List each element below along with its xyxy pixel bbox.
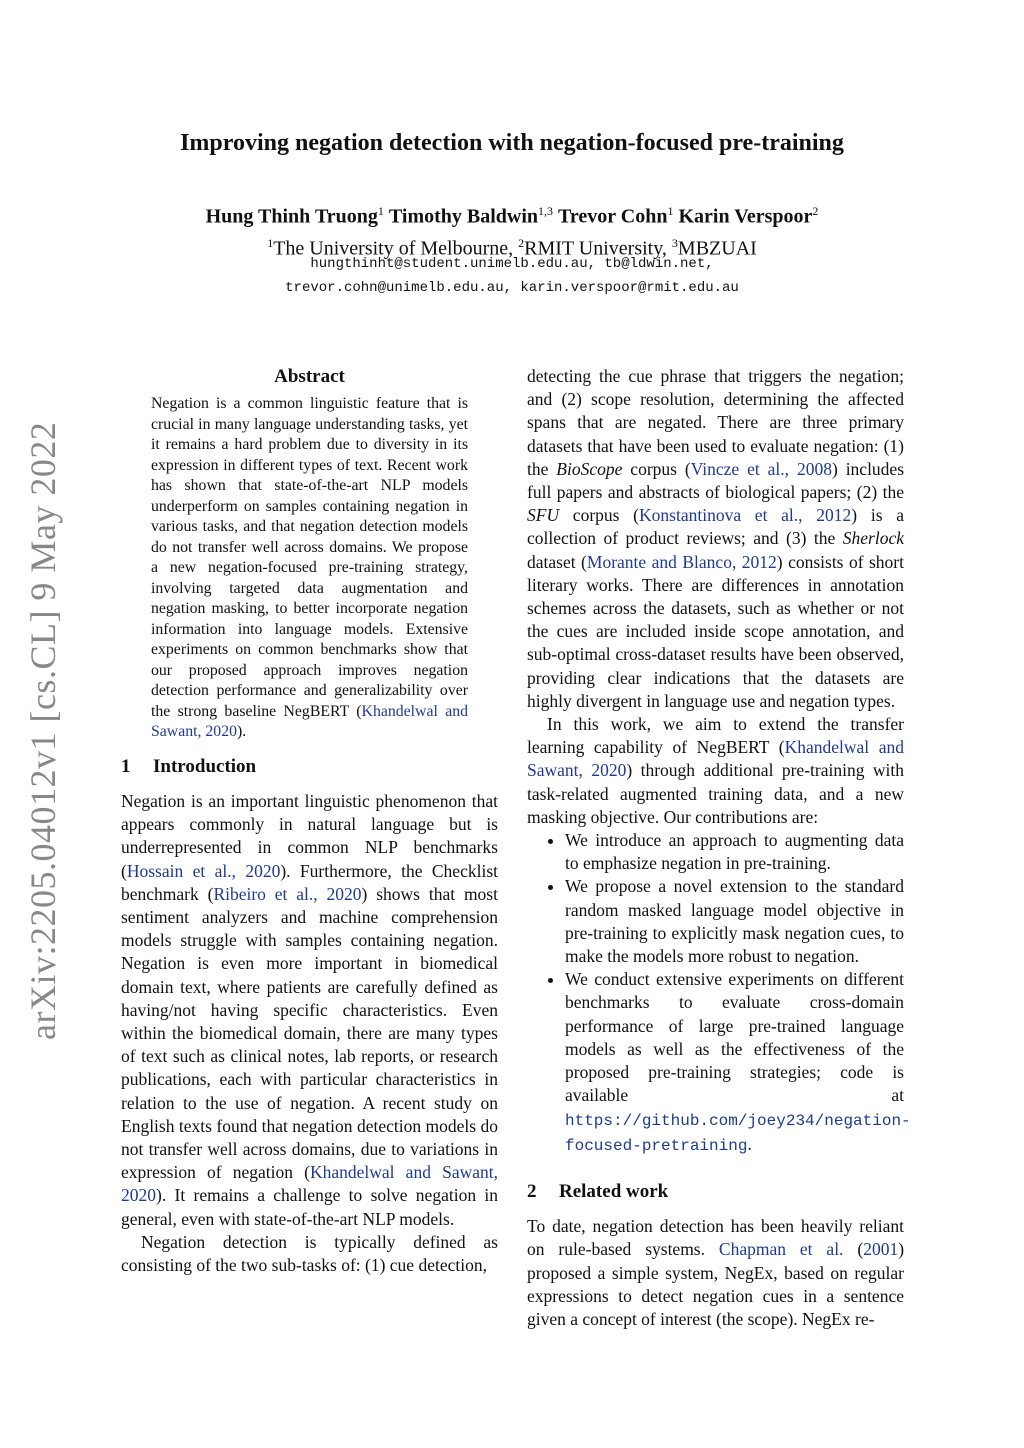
text: corpus (: [559, 505, 640, 526]
citation-link[interactable]: Chapman et al.: [718, 1239, 844, 1260]
abstract-body: Negation is a common linguistic feature that is crucial in many language understanding tasks, yet it remains a hard problem due to diversity in its expression in different types of text. Recent work has shown that state-of-the-art NLP models underperform on samples containing negation in various tasks, and that negation detection models do not transfer well across domains. We propose a new negation-focused pre-training strategy, involving targeted data augmentation and negation masking, to better incorporate negation information into language models. Extensive experiments on common benchmarks show that our proposed approach improves negation detection performance and generalizability over the strong baseline NegBERT (: [151, 395, 468, 720]
text: ) is a collection of product reviews; and (3) the: [527, 505, 904, 549]
paragraph: [527, 713, 904, 829]
affil-name: RMIT University,: [524, 237, 672, 260]
text: We conduct extensive experiments on different benchmarks to evaluate cross-domain performance of large pre-trained language models as well as the effectiveness of the proposed pre-training strategies; code is available at: [565, 969, 904, 1106]
email-line[interactable]: trevor.cohn@unimelb.edu.au, karin.verspoor@rmit.edu.au: [285, 280, 739, 296]
contributions-list: [527, 829, 911, 1158]
author-affil-mark: 2: [812, 204, 819, 218]
right-column: [527, 365, 911, 1331]
text: detecting the cue phrase that triggers the negation; and (2) scope resolution, determining the affected spans that are negated. There are three primary datasets that have been used to evaluate negation: (1) the: [527, 366, 904, 479]
citation-link[interactable]: Khandelwal and Sawant, 2020: [151, 702, 468, 741]
paragraph: [527, 1215, 904, 1331]
text: dataset (: [527, 551, 587, 572]
citation-link[interactable]: Khandelwal and Sawant, 2020: [527, 737, 904, 781]
text: Negation is an important linguistic phenomenon that appears commonly in natural language but is underrepresented in common NLP benchmarks (: [121, 790, 498, 881]
citation-link[interactable]: Konstantinova et al., 2012: [639, 505, 852, 526]
text: ) includes full papers and abstracts of biological papers; (2) the: [527, 458, 905, 503]
dataset-name: SFU: [527, 505, 560, 526]
text: To date, negation detection has been heavily reliant on rule-based systems.: [527, 1216, 904, 1260]
list-item: • We introduce an approach to augmenting data to emphasize negation in pre-training.: [565, 829, 904, 875]
author-affil-mark: 1: [667, 204, 674, 218]
text: corpus (: [622, 458, 691, 479]
section-heading-introduction: [121, 755, 498, 778]
author-name: Karin Verspoor: [678, 205, 813, 228]
citation-link[interactable]: Khandelwal and Sawant, 2020: [121, 1162, 498, 1206]
citation-link[interactable]: 2001: [863, 1239, 899, 1260]
list-item: • We propose a novel extension to the standard random masked language model objective in pre-training to explicitly mask negation cues, to make the models more robust to negation.: [565, 875, 904, 968]
code-url-link[interactable]: https://github.com/joey234/negation-focused-pretraining: [565, 1111, 911, 1155]
section-number: 1: [121, 755, 131, 777]
section-title: Introduction: [153, 755, 257, 777]
text: ) through additional pre-training with task-related augmented training data, and a new masking objective. Our contributions are:: [527, 760, 904, 827]
arxiv-identifier: arXiv:2205.04012v1 [cs.CL] 9 May 2022: [23, 421, 63, 1040]
text: ). Furthermore, the Checklist benchmark (: [121, 860, 498, 904]
text: (: [843, 1239, 864, 1260]
affil-name: MBZUAI: [677, 237, 757, 260]
text: In this work, we aim to extend the transfer learning capability of NegBERT (: [527, 714, 904, 758]
abstract-heading: Abstract: [274, 366, 345, 387]
abstract-body-end: ).: [237, 723, 247, 741]
section-title: Related work: [559, 1180, 669, 1202]
citation-link[interactable]: Vincze et al., 2008: [690, 458, 832, 479]
abstract-text: [151, 394, 468, 743]
author-affil-mark: 1,3: [538, 204, 554, 218]
citation-link[interactable]: Hossain et al., 2020: [126, 860, 281, 881]
affil-name: The University of Melbourne,: [273, 237, 519, 260]
affil-mark: 1: [267, 235, 274, 250]
author-affil-mark: 1: [377, 204, 384, 218]
dataset-name: Sherlock: [842, 528, 904, 549]
paragraph: [121, 790, 498, 1231]
author-emails: [0, 252, 1024, 300]
text: ) shows that most sentiment analyzers and machine comprehension models struggle with samples containing negation. Negation is even more important in biomedical domain text, where patients are carefully defined as having/not having specific characteristics. Even within the biomedical domain, there are many types of text such as clinical notes, lab reports, or research publications, each with particular characteristics in relation to the use of negation. A recent study on English texts found that negation detection models do not transfer well across domains, due to variations in expression of negation (: [121, 883, 498, 1183]
author-name: Hung Thinh Truong: [205, 205, 378, 228]
affil-mark: 2: [518, 235, 525, 250]
text: .: [747, 1133, 752, 1154]
section-heading-related-work: [527, 1180, 904, 1203]
section-number: 2: [527, 1180, 537, 1202]
email-line[interactable]: hungthinht@student.unimelb.edu.au, tb@ldwin.net,: [310, 256, 714, 272]
paragraph: Negation detection is typically defined as consisting of the two sub-tasks of: (1) cue detection,: [121, 1231, 498, 1275]
citation-link[interactable]: Morante and Blanco, 2012: [586, 551, 777, 572]
text: ) consists of short literary works. There are differences in annotation schemes across the datasets, such as whether or not the cues are included inside scope annotation, and sub-optimal cross-dataset results have been observed, providing clear indications that the datasets are highly divergent in language use and negation types.: [527, 551, 905, 711]
list-item: [565, 968, 911, 1158]
dataset-name: BioScope: [556, 458, 623, 479]
text: ). It remains a challenge to solve negation in general, even with state-of-the-art NLP models.: [121, 1185, 498, 1229]
citation-link[interactable]: Ribeiro et al., 2020: [213, 883, 362, 904]
left-column: [121, 365, 498, 1277]
text: ) proposed a simple system, NegEx, based on regular expressions to detect negation cues in a sentence given a concept of interest (the scope). NegEx re-: [527, 1239, 905, 1329]
author-name: Timothy Baldwin: [388, 205, 539, 228]
author-name: Trevor Cohn: [558, 205, 668, 228]
paper-title: Improving negation detection with negation-focused pre-training: [180, 130, 844, 156]
affil-mark: 3: [671, 235, 678, 250]
paragraph: [527, 365, 904, 713]
